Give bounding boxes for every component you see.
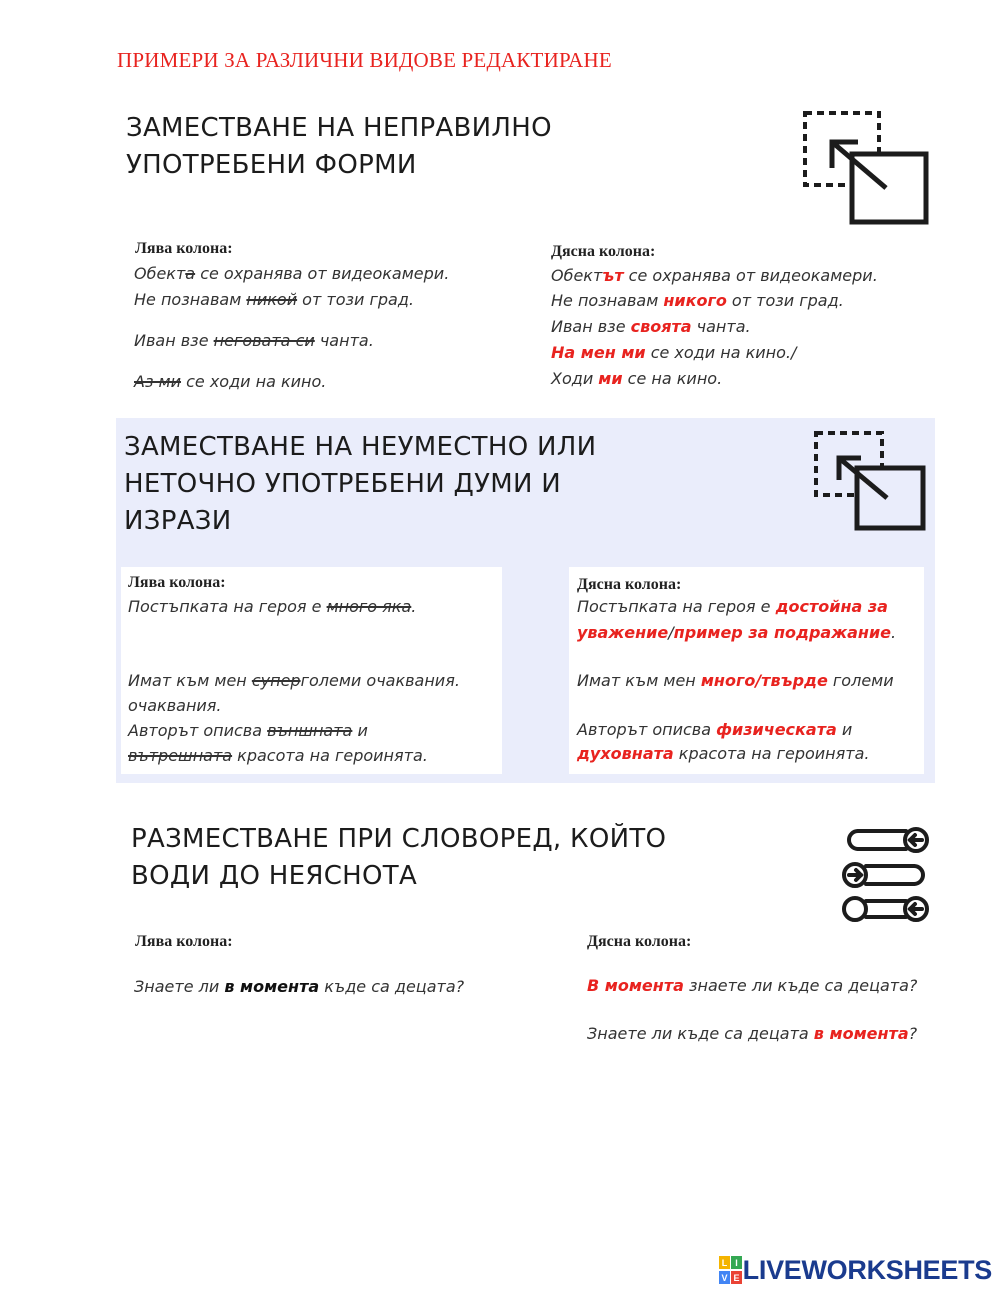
liveworksheets-logo-icon: [719, 1255, 743, 1285]
section2-left-line1: Постъпката на героя е много яка.: [128, 597, 417, 616]
section1-heading: [126, 110, 552, 184]
section1-heading-line2: УПОТРЕБЕНИ ФОРМИ: [126, 150, 417, 180]
section2-right-line4: Авторът описва физическата и: [577, 720, 853, 739]
section2-right-label: Дясна колона:: [577, 576, 682, 593]
section2-left-line4: Авторът описва външната и: [128, 721, 368, 740]
section1-left-line4: Аз ми се ходи на кино.: [134, 372, 327, 391]
section3-right-line2: Знаете ли къде са децата в моментa?: [587, 1024, 918, 1043]
liveworksheets-watermark: [719, 1253, 992, 1287]
section3-heading-line1: РАЗМЕСТВАНЕ ПРИ СЛОВОРЕД, КОЙТО: [131, 824, 667, 854]
section2-heading-line2: НЕТОЧНО УПОТРЕБЕНИ ДУМИ И: [124, 469, 562, 499]
section2-right-line5: духовната красота на героинята.: [577, 744, 870, 763]
section2-left-line2: Имат към мен суперголеми очаквания.: [128, 671, 460, 690]
section2-heading: [124, 429, 596, 540]
section1-left-line3: Иван взе неговата си чанта.: [134, 331, 374, 350]
section3-right-line1: В момента знаете ли къде са децата?: [587, 976, 918, 995]
reorder-icon: [838, 825, 936, 925]
replace-icon: [811, 428, 929, 534]
section1-right-line3: Иван взе своята чанта.: [551, 317, 751, 336]
section2-left-line3: очаквания.: [128, 696, 222, 715]
section1-right-label: Дясна колона:: [551, 243, 656, 260]
section1-left-label: Лява колона:: [135, 240, 233, 257]
svg-text:V: V: [721, 1273, 728, 1283]
section2-heading-line1: ЗАМЕСТВАНЕ НА НЕУМЕСТНО ИЛИ: [124, 432, 597, 462]
liveworksheets-wordmark: LIVEWORKSHEETS: [742, 1254, 992, 1285]
svg-text:I: I: [734, 1258, 738, 1268]
section2-right-line1: Постъпката на героя е достойна за: [577, 597, 888, 616]
section3-heading-line2: ВОДИ ДО НЕЯСНОТА: [131, 861, 418, 891]
section2-left-line5: вътрешната красота на героинята.: [128, 746, 428, 765]
section1-right-line2: Не познавам никого от този град.: [551, 291, 844, 310]
section1-left-line1: Обекта се охранява от видеокамери.: [134, 264, 450, 283]
replace-icon: [800, 108, 935, 228]
section1-heading-line1: ЗАМЕСТВАНЕ НА НЕПРАВИЛНО: [126, 113, 552, 143]
section1-right-line4: На мен ми се ходи на кино./: [551, 343, 797, 362]
section1-right-line5: Ходи ми се на кино.: [551, 369, 723, 388]
section1-right-line1: Обектът се охранява от видеокамери.: [551, 266, 878, 285]
section2-right-line3: Имат към мен много/твърде големи: [577, 671, 894, 690]
section3-left-line1: Знаете ли в момента къде са децата?: [134, 977, 465, 996]
section2-heading-line3: ИЗРАЗИ: [124, 506, 232, 536]
section3-right-label: Дясна колона:: [587, 933, 692, 950]
svg-text:L: L: [721, 1258, 727, 1268]
section2-right-line2: уважение/пример за подражание.: [577, 623, 897, 642]
section3-heading: [131, 821, 666, 895]
section2-left-label: Лява колона:: [128, 574, 226, 591]
document-title: ПРИМЕРИ ЗА РАЗЛИЧНИ ВИДОВЕ РЕДАКТИРАНЕ: [117, 48, 612, 72]
section3-left-label: Лява колона:: [135, 933, 233, 950]
svg-text:E: E: [733, 1273, 740, 1283]
section1-left-line2: Не познавам никой от този град.: [134, 290, 414, 309]
